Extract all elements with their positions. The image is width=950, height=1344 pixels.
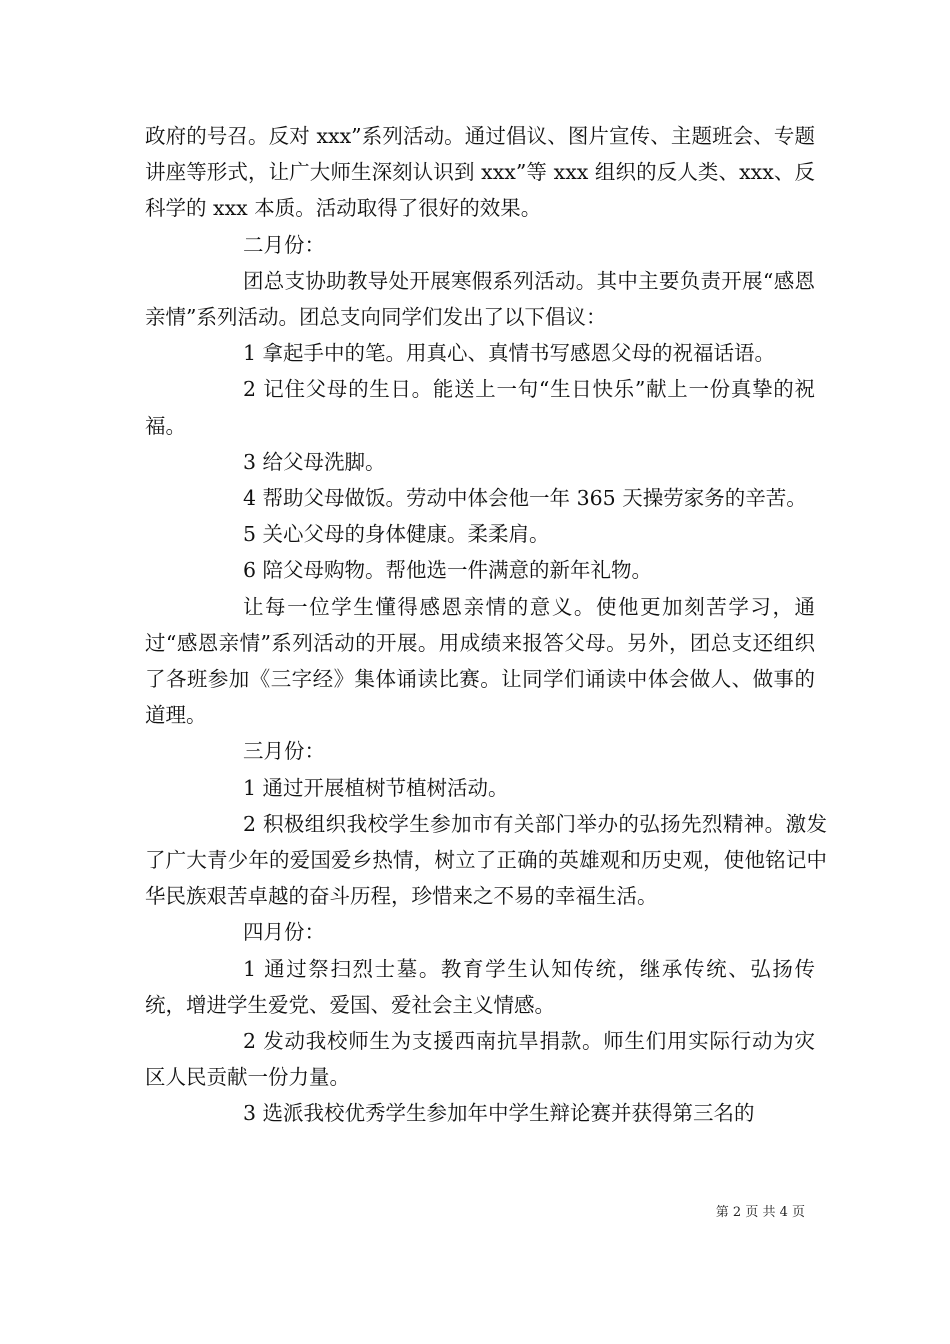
page-number-footer: 第 2 页 共 4 页 — [715, 1205, 805, 1220]
list-item-february-6: 6 陪父母购物。帮他选一件满意的新年礼物。 — [243, 558, 653, 583]
list-item-march-1: 1 通过开展植树节植树活动。 — [243, 775, 509, 800]
document-body — [145, 118, 827, 1132]
list-item-february-1: 1 拿起手中的笔。用真心、真情书写感恩父母的祝福话语。 — [243, 341, 776, 366]
paragraph-february-summary: 让每一位学生懂得感恩亲情的意义。使他更加刻苦学习，通过“感恩亲情”系列活动的开展。用成绩来报答父母。另外，团总支还组织了各班参加《三字经》集体诵读比赛。让同学们诵读中体会做人、做事的道理。 — [145, 594, 815, 728]
heading-march: 三月份： — [243, 739, 325, 764]
list-item-april-3: 3 选派我校优秀学生参加年中学生辩论赛并获得第三名的 — [243, 1101, 755, 1126]
list-item-february-2: 2 记住父母的生日。能送上一句“生日快乐”献上一份真挚的祝福。 — [145, 377, 815, 438]
list-item-february-4: 4 帮助父母做饭。劳动中体会他一年 365 天操劳家务的辛苦。 — [243, 486, 807, 511]
heading-april: 四月份： — [243, 920, 325, 945]
list-item-april-1: 1 通过祭扫烈士墓。教育学生认知传统，继承传统、弘扬传统，增进学生爱党、爱国、爱社会主义情感。 — [145, 956, 815, 1017]
list-item-april-2: 2 发动我校师生为支援西南抗旱捐款。师生们用实际行动为灾区人民贡献一份力量。 — [145, 1029, 815, 1090]
paragraph-february-overview: 团总支协助教导处开展寒假系列活动。其中主要负责开展“感恩亲情”系列活动。团总支向同学们发出了以下倡议： — [145, 268, 815, 330]
heading-february: 二月份： — [243, 232, 325, 257]
list-item-february-5: 5 关心父母的身体健康。柔柔肩。 — [243, 522, 550, 547]
list-item-march-2: 2 积极组织我校学生参加市有关部门举办的弘扬先烈精神。激发了广大青少年的爱国爱乡热情，树立了正确的英雄观和历史观，使他铭记中华民族艰苦卓越的奋斗历程，珍惜来之不易的幸福生活。 — [145, 811, 827, 909]
paragraph-intro: 政府的号召。反对 xxx”系列活动。通过倡议、图片宣传、主题班会、专题讲座等形式，让广大师生深刻认识到 xxx”等 xxx 组织的反人类、xxx、反科学的 xxx 本质。活动取得了很好的效果。 — [145, 124, 815, 221]
list-item-february-3: 3 给父母洗脚。 — [243, 449, 386, 474]
